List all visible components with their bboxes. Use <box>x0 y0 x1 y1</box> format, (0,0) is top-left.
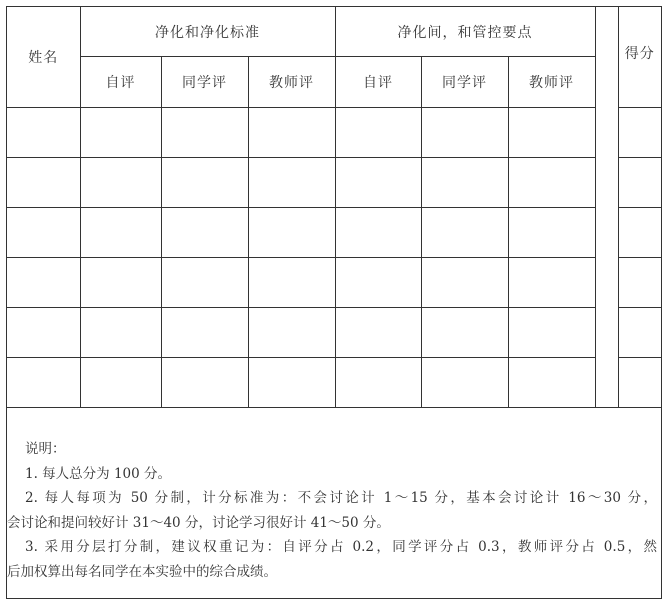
score-entry-cell[interactable] <box>248 308 335 358</box>
score-entry-cell[interactable] <box>161 258 248 308</box>
score-entry-cell[interactable] <box>335 108 421 158</box>
instructions-title: 说明： <box>25 441 66 457</box>
score-entry-cell[interactable] <box>161 108 248 158</box>
name-cell[interactable] <box>7 258 80 308</box>
score-entry-cell[interactable] <box>80 358 161 408</box>
total-score-cell[interactable] <box>618 208 661 258</box>
table-row <box>7 208 661 258</box>
score-entry-cell[interactable] <box>248 108 335 158</box>
score-entry-cell[interactable] <box>421 308 508 358</box>
score-entry-cell[interactable] <box>508 308 595 358</box>
evaluation-sheet <box>6 6 662 599</box>
table-row <box>7 158 661 208</box>
instructions <box>7 419 657 584</box>
score-entry-cell[interactable] <box>161 208 248 258</box>
header-row-1 <box>7 7 661 57</box>
score-entry-cell[interactable] <box>508 108 595 158</box>
score-entry-cell[interactable] <box>421 208 508 258</box>
score-entry-cell[interactable] <box>421 108 508 158</box>
header-row-2 <box>7 57 661 108</box>
name-cell[interactable] <box>7 208 80 258</box>
subheader-self-eval-1: 自评 <box>80 57 161 108</box>
instruction-item-1: 1. 每人总分为 100 分。 <box>25 465 172 482</box>
score-entry-cell[interactable] <box>421 258 508 308</box>
total-score-cell[interactable] <box>618 258 661 308</box>
subheader-peer-eval-2: 同学评 <box>421 57 508 108</box>
subheader-peer-eval-1: 同学评 <box>161 57 248 108</box>
score-entry-cell[interactable] <box>508 158 595 208</box>
score-entry-cell[interactable] <box>80 308 161 358</box>
name-cell[interactable] <box>7 158 80 208</box>
table-row <box>7 308 661 358</box>
table-row <box>7 108 661 158</box>
spacer-column <box>595 7 618 408</box>
total-score-cell[interactable] <box>618 108 661 158</box>
score-entry-cell[interactable] <box>80 258 161 308</box>
score-entry-cell[interactable] <box>248 358 335 408</box>
score-entry-cell[interactable] <box>508 258 595 308</box>
score-entry-cell[interactable] <box>80 208 161 258</box>
instruction-item-3-line-1: 3. 采用分层打分制，建议权重记为：自评分占 0.2，同学评分占 0.3，教师评分占 0.5，然 <box>25 539 657 555</box>
subheader-self-eval-2: 自评 <box>335 57 421 108</box>
subheader-teacher-eval-1: 教师评 <box>248 57 335 108</box>
header-name: 姓名 <box>7 7 80 108</box>
score-entry-cell[interactable] <box>335 308 421 358</box>
name-cell[interactable] <box>7 108 80 158</box>
score-entry-cell[interactable] <box>335 358 421 408</box>
score-entry-cell[interactable] <box>248 208 335 258</box>
total-score-cell[interactable] <box>618 308 661 358</box>
score-entry-cell[interactable] <box>161 358 248 408</box>
name-cell[interactable] <box>7 358 80 408</box>
score-entry-cell[interactable] <box>421 158 508 208</box>
score-entry-cell[interactable] <box>248 258 335 308</box>
score-entry-cell[interactable] <box>335 158 421 208</box>
instruction-item-2-line-2: 会讨论和提问较好计 31～40 分，讨论学习很好计 41～50 分。 <box>7 514 390 531</box>
instruction-item-2-line-1: 2. 每人每项为 50 分制，计分标准为：不会讨论计 1～15 分，基本会讨论计 16～30 分， <box>25 490 657 506</box>
score-entry-cell[interactable] <box>161 158 248 208</box>
score-entry-cell[interactable] <box>161 308 248 358</box>
subheader-teacher-eval-2: 教师评 <box>508 57 595 108</box>
score-entry-cell[interactable] <box>335 258 421 308</box>
header-group-purification-standard: 净化和净化标准 <box>80 7 335 57</box>
table-row <box>7 258 661 308</box>
instruction-item-3-line-2: 后加权算出每名同学在本实验中的综合成绩。 <box>7 563 277 580</box>
total-score-cell[interactable] <box>618 158 661 208</box>
evaluation-table <box>7 7 661 408</box>
score-entry-cell[interactable] <box>248 158 335 208</box>
name-cell[interactable] <box>7 308 80 358</box>
table-row <box>7 358 661 408</box>
score-entry-cell[interactable] <box>508 358 595 408</box>
score-entry-cell[interactable] <box>335 208 421 258</box>
header-score: 得分 <box>618 7 661 108</box>
score-entry-cell[interactable] <box>80 158 161 208</box>
score-entry-cell[interactable] <box>421 358 508 408</box>
score-entry-cell[interactable] <box>508 208 595 258</box>
total-score-cell[interactable] <box>618 358 661 408</box>
score-entry-cell[interactable] <box>80 108 161 158</box>
header-group-cleanroom-control: 净化间，和管控要点 <box>335 7 595 57</box>
